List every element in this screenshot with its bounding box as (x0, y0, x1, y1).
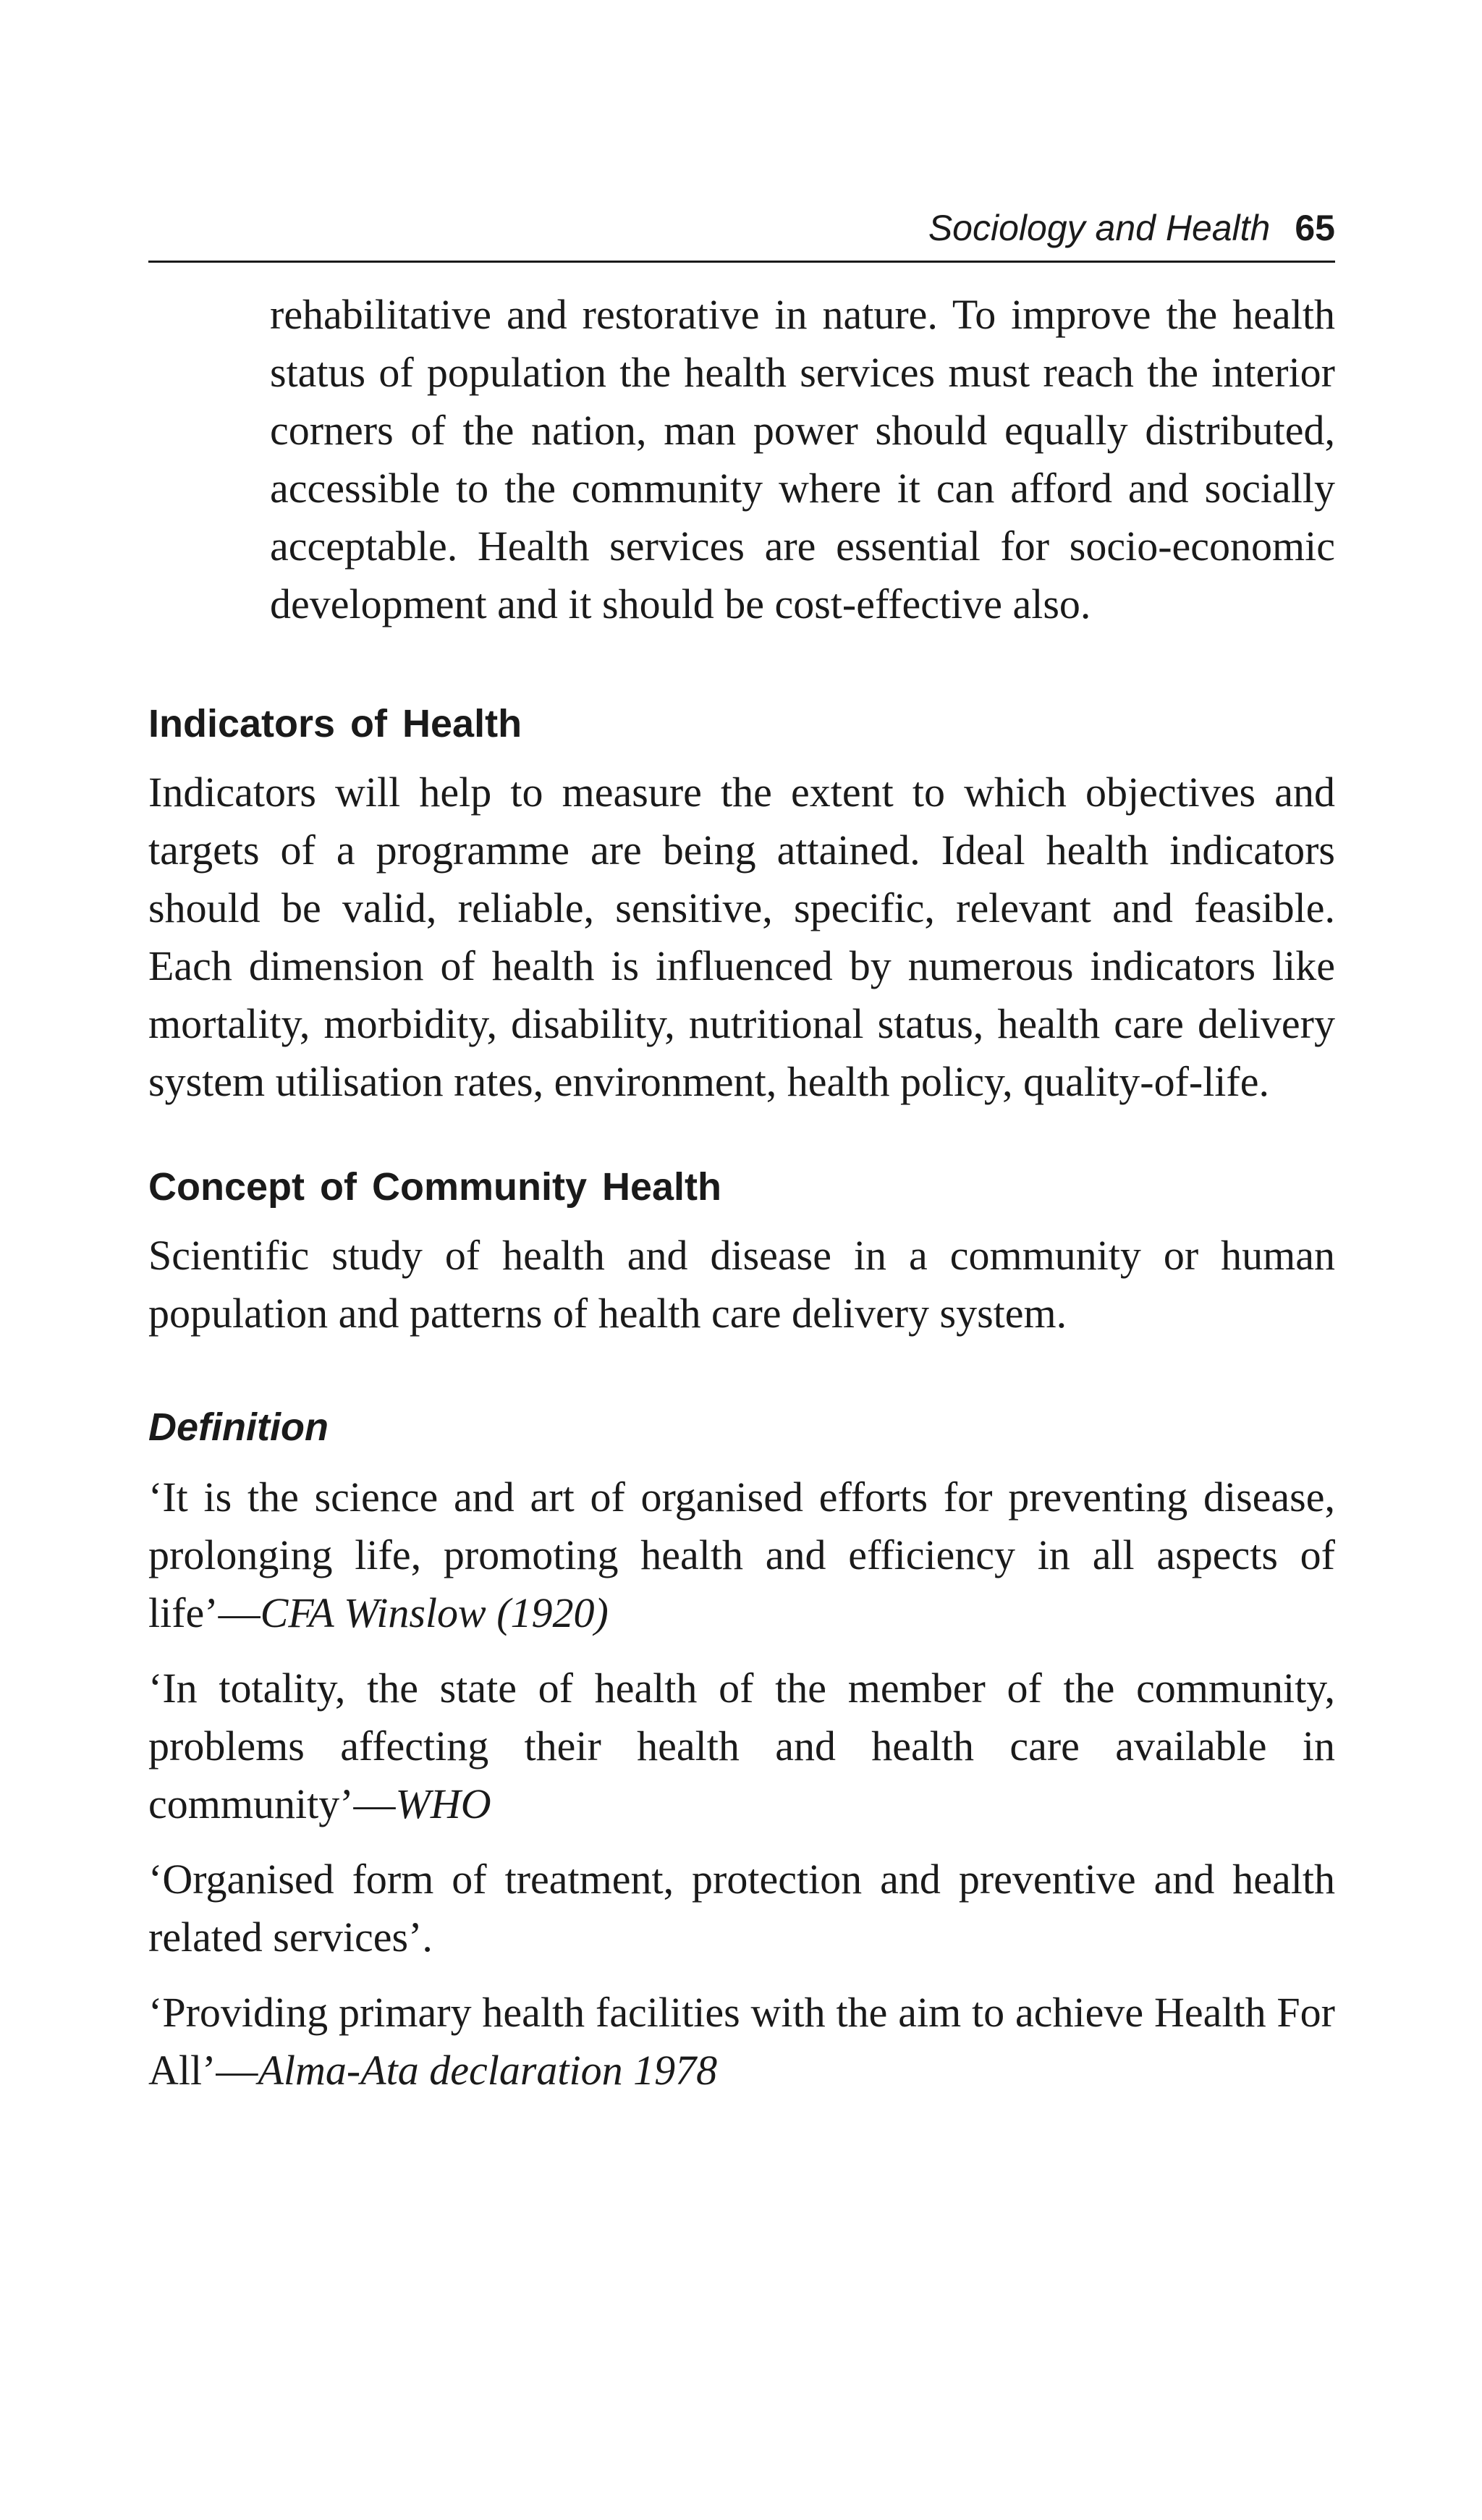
subheading-definition: Definition (148, 1405, 329, 1449)
indicators-paragraph: Indicators will help to measure the extent to which objectives and targets of a programme are being attained. Ideal health indicators should be valid, reliable, sensitive, specific, relevant and feasible. Each dimension of health is influenced by numerous indicators like mortality, morbidity, disability, nutritional status, health care delivery system utilisation rates, environment, health policy, quality-of-life. (148, 769, 1335, 1105)
community-health-paragraph: Scientific study of health and disease in a community or human population and patterns of health care delivery system. (148, 1232, 1335, 1337)
quote-text: ‘Organised form of treatment, protection and preventive and health related services’. (148, 1856, 1335, 1961)
quote-source: Alma-Ata declaration 1978 (258, 2047, 718, 2094)
quote-source: WHO (395, 1780, 491, 1827)
quote-text: ‘It is the science and art of organised efforts for preventing disease, prolonging life, promoting health and efficiency in all aspects of life’— (148, 1473, 1335, 1636)
quote-text: ‘In totality, the state of health of the member of the community, problems affecting their health and health care available in community’— (148, 1665, 1335, 1827)
running-header (148, 210, 1335, 263)
definition-quote-who (148, 1659, 1335, 1833)
definition-quote-organised (148, 1851, 1335, 1966)
book-page (148, 210, 1335, 2100)
continued-paragraph: rehabilitative and restorative in nature. To improve the health status of population the health services must reach the interior corners of the nation, man power should equally distributed, accessible to the community where it can afford and socially acceptable. Health services are essential for socio-economic development and it should be cost-effective also. (270, 291, 1335, 627)
quote-text: ‘Providing primary health facilities with the aim to achieve Health For All’— (148, 1989, 1335, 2094)
quote-source: CFA Winslow (1920) (260, 1589, 609, 1636)
definition-quote-winslow (148, 1468, 1335, 1642)
page-number: 65 (1295, 208, 1335, 248)
section-heading-indicators: Indicators of Health (148, 702, 522, 745)
section-heading-community-health: Concept of Community Health (148, 1165, 722, 1209)
definition-quote-alma-ata (148, 1984, 1335, 2100)
running-title: Sociology and Health (928, 208, 1271, 248)
